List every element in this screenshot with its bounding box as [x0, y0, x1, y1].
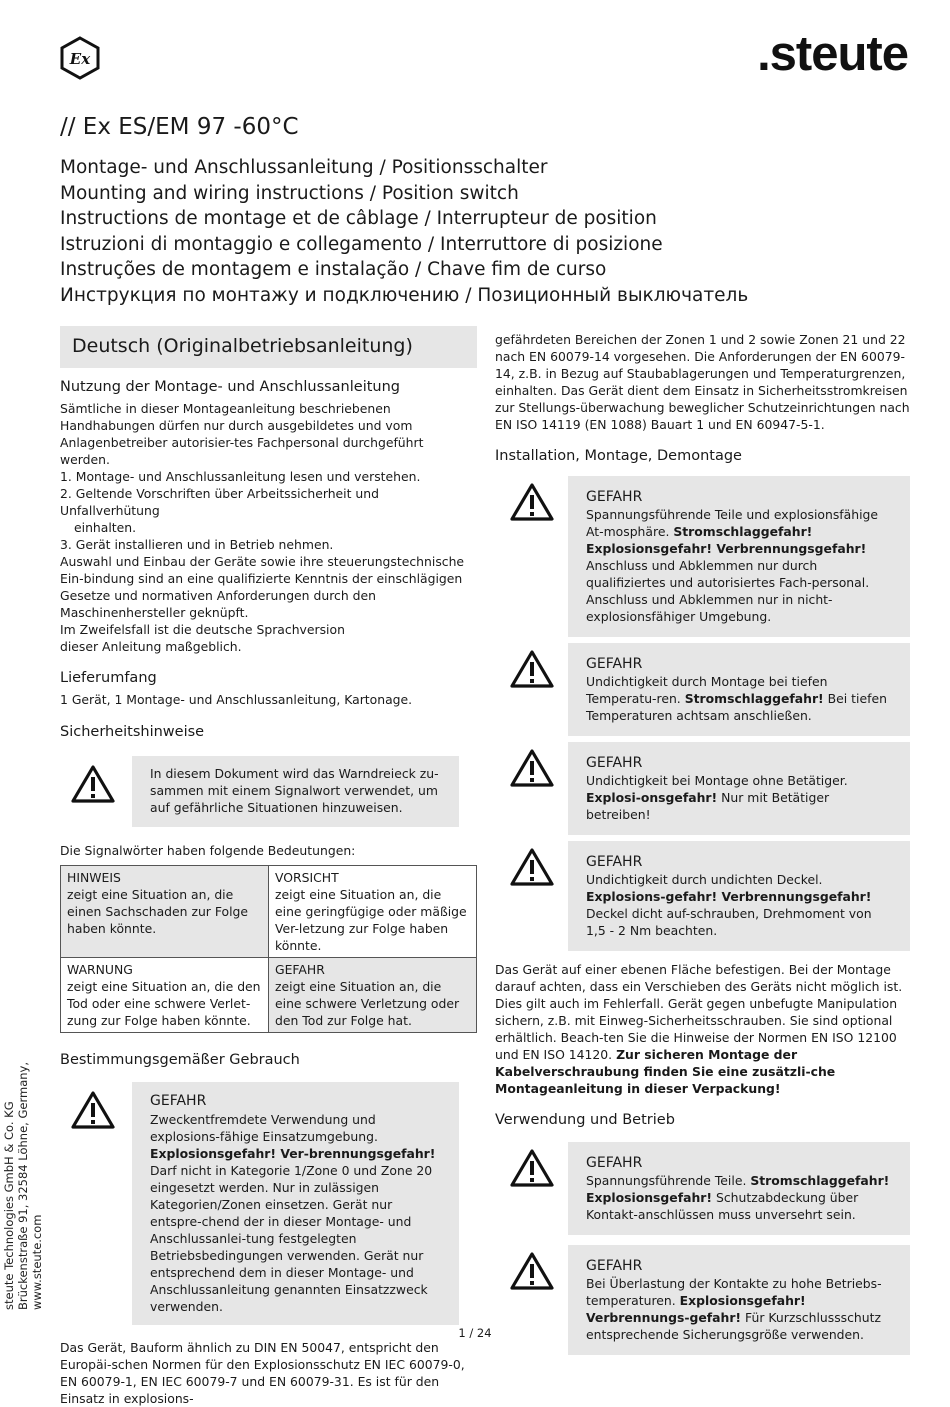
warning-title: GEFAHR — [150, 1093, 207, 1109]
ex-hexagon-logo — [58, 36, 102, 80]
warning-box-1 — [495, 476, 910, 637]
subtitle-it: Istruzioni di montaggio e collegamento / Interruttore di posizione — [60, 233, 663, 255]
warning-triangle-icon — [495, 1142, 568, 1235]
subtitle-ru: Инструкция по монтажу и подключению / Позиционный выключатель — [60, 284, 749, 306]
warning-box-4 — [495, 841, 910, 951]
usage-step-2: 2. Geltende Vorschriften über Arbeitssicherheit und Unfallverhütung — [60, 486, 379, 518]
company-address — [2, 970, 44, 1310]
signal-intro: Die Signalwörter haben folgende Bedeutungen: — [60, 843, 356, 858]
company-address-line: Brückenstraße 91, 32584 Löhne, Germany, www.steute.com — [16, 1062, 44, 1310]
continued-paragraph: gefährdeten Bereichen der Zonen 1 und 2 sowie Zonen 21 und 22 nach EN 60079-14 vorgesehen. Die Anforderungen der EN 60079-14, z.B. in Bezug auf Staubablagerungen und Temperaturgrenzen, einhalten. Das Gerät dient dem Einsatz in Sicherheitsstromkreisen zur Stellungs-überwachung beweglicher Schutzeinrichtungen nach EN ISO 14119 (EN 1088) Bauart 1 und EN 60947-5-1. — [495, 332, 910, 432]
scope-text: 1 Gerät, 1 Montage- und Anschlussanleitung, Kartonage. — [60, 692, 413, 707]
subtitle-en: Mounting and wiring instructions / Position switch — [60, 182, 519, 204]
safety-notice-text: In diesem Dokument wird das Warndreieck zu-sammen mit einem Signalwort verwendet, um auf gefährliche Situationen hinzuweisen. — [150, 766, 439, 815]
usage-paragraph: Sämtliche in dieser Montageanleitung beschriebenen Handhabungen dürfen nur durch ausgebildetes und vom Anlagenbetreiber autorisier-tes Fachpersonal durchgeführt werden. — [60, 401, 424, 467]
subtitle-de: Montage- und Anschlussanleitung / Positionsschalter — [60, 157, 548, 178]
warning-text: Undichtigkeit bei Montage ohne Betätiger. Explosi-onsgefahr! Nur mit Betätiger betreiben! — [586, 773, 848, 822]
warning-triangle-icon — [495, 841, 568, 951]
brand-logo: .steute — [757, 27, 908, 81]
warning-box-5 — [495, 1142, 910, 1235]
subtitle-pt: Instruções de montagem e instalação / Chave fim de curso — [60, 259, 607, 281]
safety-heading: Sicherheitshinweise — [60, 724, 205, 740]
warning-text: Spannungsführende Teile und explosionsfähige At-mosphäre. Stromschlaggefahr! Explosionsgefahr! Verbrennungsgefahr! Anschluss und Abklemmen nur durch qualifiziertes und autorisiertes Fach-personal. Anschluss und Abklemmen nur in nicht-explosionsfähiger Umgebung. — [586, 507, 879, 624]
warning-text: Bei Überlastung der Kontakte zu hohe Betriebs-temperaturen. Explosionsgefahr! Verbrennungs-gefahr! Für Kurzschlussschutz entsprechende Sicherungsgröße verwenden. — [586, 1276, 882, 1342]
warning-triangle-icon — [495, 476, 568, 637]
warning-title: GEFAHR — [586, 854, 643, 870]
signal-cell-hinweis: HINWEIS zeigt eine Situation an, die einen Sachschaden zur Folge haben könnte. — [61, 866, 269, 958]
installation-paragraph: Das Gerät auf einer ebenen Fläche befestigen. Bei der Montage darauf achten, dass ein Verschieben des Geräts nicht möglich ist. Dies gilt auch im Fehlerfall. Gerät gegen unbefugte Manipulation sichern, z.B. mit Einweg-Sicherheitsschrauben. Sie sind optional erhältlich. Beach-ten Sie die Hinweise der Normen EN ISO 12100 und EN ISO 14120. Zur sicheren Montage der Kabelverschraubung finden Sie eine zusätzli-che Montageanleitung in dieser Verpackung! — [495, 962, 903, 1096]
signal-cell-vorsicht: VORSICHT zeigt eine Situation an, die eine geringfügige oder mäßige Ver-letzung zur Folge haben könnte. — [269, 866, 477, 958]
warning-triangle-icon — [495, 742, 568, 835]
scope-heading: Lieferumfang — [60, 670, 157, 686]
right-column — [495, 331, 910, 1355]
subtitle-list — [60, 155, 920, 309]
usage-step-3: 3. Gerät installieren und in Betrieb nehmen. — [60, 537, 334, 552]
safety-notice — [60, 756, 459, 827]
warning-box-2 — [495, 643, 910, 736]
left-column — [60, 326, 477, 1407]
company-name: steute Technologies GmbH & Co. KG — [2, 1101, 16, 1310]
language-heading: Deutsch (Originalbetriebsanleitung) — [60, 326, 477, 368]
warning-title: GEFAHR — [586, 489, 643, 505]
page-number: 1 / 24 — [458, 1326, 492, 1340]
document-title: // Ex ES/EM 97 -60°C — [60, 114, 299, 140]
intended-use-paragraph: Das Gerät, Bauform ähnlich zu DIN EN 50047, entspricht den Europäi-schen Normen für den Explosionsschutz EN IEC 60079-0, EN 60079-1, EN IEC 60079-7 und EN 60079-31. Es ist für den Einsatz in explosions- — [60, 1340, 465, 1406]
warning-triangle-icon — [495, 643, 568, 736]
intended-use-warning — [60, 1082, 459, 1325]
intended-use-heading: Bestimmungsgemäßer Gebrauch — [60, 1052, 300, 1068]
usage-heading: Nutzung der Montage- und Anschlussanleitung — [60, 379, 400, 395]
installation-heading: Installation, Montage, Demontage — [495, 448, 742, 464]
warning-title: GEFAHR — [586, 755, 643, 771]
usage-step-2-cont: einhalten. — [74, 520, 137, 535]
svg-text:Ex: Ex — [69, 50, 91, 68]
signal-cell-warnung: WARNUNG zeigt eine Situation an, die den Tod oder eine schwere Verlet-zung zur Folge haben könnte. — [61, 958, 269, 1033]
warning-text: Zweckentfremdete Verwendung und explosions-fähige Einsatzumgebung. Explosionsgefahr! Ver-brennungsgefahr! Darf nicht in Kategorie 1/Zone 0 und Zone 20 eingesetzt werden. Nur in zulässigen Kategorien/Zonen einsetzen. Gerät nur entspre-chend der in dieser Montage- und Anschlussanlei-tung festgelegten Betriebsbedingungen verwenden. Gerät nur entsprechend dem in dieser Montage- und Anschlussanleitung genannten Einsatzzweck verwenden. — [150, 1112, 436, 1314]
operation-heading: Verwendung und Betrieb — [495, 1112, 675, 1128]
warning-text: Undichtigkeit durch undichten Deckel. Explosions-gefahr! Verbrennungsgefahr! Deckel dicht auf-schrauben, Drehmoment von 1,5 - 2 Nm beachten. — [586, 872, 872, 938]
subtitle-fr: Instructions de montage et de câblage / Interrupteur de position — [60, 208, 657, 230]
signal-cell-gefahr: GEFAHR zeigt eine Situation an, die eine schwere Verletzung oder den Tod zur Folge hat. — [269, 958, 477, 1033]
warning-box-3 — [495, 742, 910, 835]
warning-triangle-icon — [60, 1082, 132, 1325]
usage-step-1: 1. Montage- und Anschlussanleitung lesen und verstehen. — [60, 469, 421, 484]
signal-word-table — [60, 865, 477, 1033]
usage-paragraph-3: Im Zweifelsfall ist die deutsche Sprachversion dieser Anleitung maßgeblich. — [60, 622, 345, 654]
warning-text: Undichtigkeit durch Montage bei tiefen Temperatu-ren. Stromschlaggefahr! Bei tiefen Temperaturen achtsam anschließen. — [586, 674, 887, 723]
usage-paragraph-2: Auswahl und Einbau der Geräte sowie ihre steuerungstechnische Ein-bindung sind an eine qualifizierte Kenntnis der einschlägigen Gesetze und normativen Anforderungen durch den Maschinenhersteller geknüpft. — [60, 554, 465, 620]
warning-title: GEFAHR — [586, 656, 643, 672]
warning-triangle-icon — [60, 756, 132, 827]
warning-text: Spannungsführende Teile. Stromschlaggefahr! Explosionsgefahr! Schutzabdeckung über Kontakt-anschlüssen muss unversehrt sein. — [586, 1173, 890, 1222]
warning-title: GEFAHR — [586, 1258, 643, 1274]
warning-title: GEFAHR — [586, 1155, 643, 1171]
